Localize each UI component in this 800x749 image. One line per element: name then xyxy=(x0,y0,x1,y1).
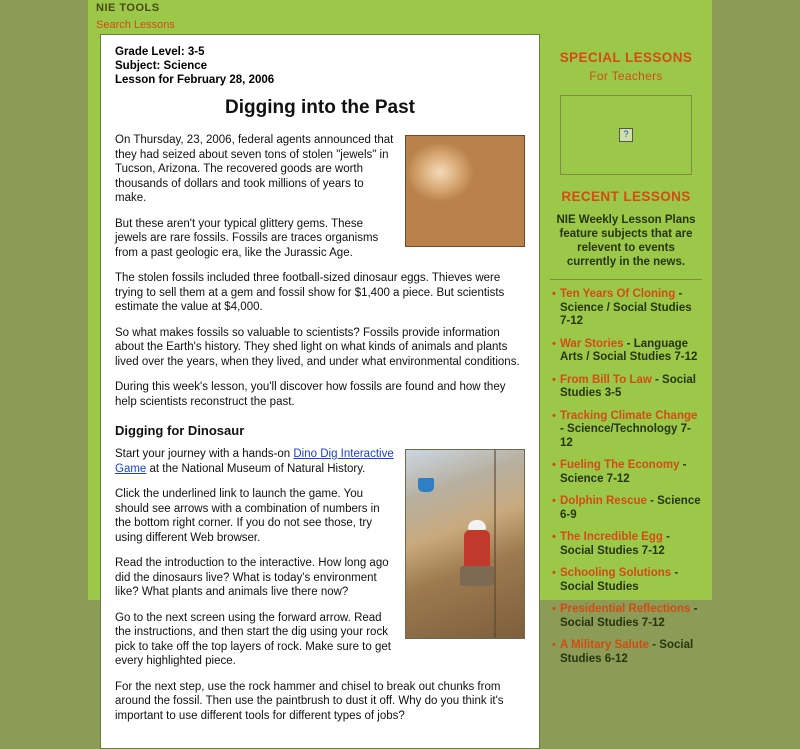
lesson-link[interactable]: Ten Years Of Cloning xyxy=(560,288,676,300)
page-container xyxy=(88,0,712,722)
lesson-subject: Science / Social Studies 7-12 xyxy=(560,301,692,327)
link-lead-text: Start your journey with a hands-on xyxy=(115,448,294,460)
list-item[interactable]: • Fueling The Economy - Science 7-12 xyxy=(552,459,702,486)
list-item[interactable]: • War Stories - Language Arts / Social Studies 7-12 xyxy=(552,338,702,365)
article-paragraph: So what makes fossils so valuable to scientists? Fossils provide information about the Earth's history. They shed light on what kinds of animals and plants lived over the years, when they lived, and under what environmental conditions. xyxy=(115,326,520,368)
article-paragraph: For the next step, use the rock hammer and chisel to break out chunks from around the fossil. Then use the paintbrush to dust it off. Why do you think it's important to use different tools for different types of jobs? xyxy=(115,680,504,722)
section-subheading: Digging for Dinosaur xyxy=(115,423,245,438)
lesson-subject: Science 7-12 xyxy=(560,472,630,485)
recent-lessons-list xyxy=(550,288,702,666)
lesson-subject: Science/Technology 7-12 xyxy=(560,423,691,449)
article-paragraph: But these aren't your typical glittery gems. These jewels are rare fossils. Fossils are traces organisms from a past geologic era, like the Jurassic Age. xyxy=(115,217,379,259)
subject: Subject: Science xyxy=(115,60,208,72)
advertisement-box[interactable] xyxy=(560,95,692,175)
paleontologist-digging-photo xyxy=(405,449,525,639)
lesson-link[interactable]: Schooling Solutions xyxy=(560,567,672,579)
grade-level: Grade Level: 3-5 xyxy=(115,46,205,58)
lesson-link[interactable]: Fueling The Economy xyxy=(560,459,680,471)
lesson-link[interactable]: From Bill To Law xyxy=(560,373,652,386)
lesson-subject: Social Studies 3-5 xyxy=(560,373,696,399)
dino-dig-game-link[interactable]: Dino Dig Interactive Game xyxy=(115,448,394,475)
site-header xyxy=(88,0,712,34)
list-item[interactable]: • The Incredible Egg - Social Studies 7-12 xyxy=(552,531,702,558)
list-item[interactable]: • Presidential Reflections - Social Studies 7-12 xyxy=(552,603,702,630)
lesson-subject: Language Arts / Social Studies 7-12 xyxy=(560,337,698,363)
list-item[interactable]: • Dolphin Rescue - Science 6-9 xyxy=(552,495,702,522)
site-title: NIE TOOLS xyxy=(96,2,160,14)
lesson-meta xyxy=(115,45,525,87)
special-lessons-title: SPECIAL LESSONS xyxy=(559,50,693,65)
bucket-shape xyxy=(418,478,434,492)
article-paragraph: During this week's lesson, you'll discover how fossils are found and how they help scientists reconstruct the past. xyxy=(115,381,506,408)
page-title: Digging into the Past xyxy=(225,97,415,118)
link-trail-text: at the National Museum of Natural History. xyxy=(146,462,366,475)
lesson-link[interactable]: Dolphin Rescue xyxy=(560,495,647,507)
fossil-dinosaur-eggs-photo xyxy=(405,135,525,247)
article-panel xyxy=(100,34,540,749)
list-item[interactable]: • Schooling Solutions - Social Studies xyxy=(552,567,702,594)
content-columns xyxy=(88,34,712,749)
sidebar xyxy=(550,34,702,675)
broken-image-icon: ? xyxy=(619,128,633,142)
lesson-subject: Science 6-9 xyxy=(560,495,701,521)
list-item[interactable]: • A Military Salute - Social Studies 6-12 xyxy=(552,639,702,666)
lesson-link[interactable]: Tracking Climate Change xyxy=(560,409,698,422)
article-paragraph: Click the underlined link to launch the game. You should see arrows with a combination of numbers in the bottom right corner. If you do not see those, try using different Web browser. xyxy=(115,488,380,544)
lesson-subject: Social Studies 7-12 xyxy=(560,616,665,629)
sidebar-divider xyxy=(550,279,702,280)
article-paragraph: Go to the next screen using the forward arrow. Read the instructions, and then start the dig using your rock pick to take off the top layers of rock. Make sure to get every highlighted piece. xyxy=(115,611,391,667)
search-lessons-link[interactable]: Search Lessons xyxy=(96,19,175,31)
special-lessons-subtitle: For Teachers xyxy=(589,69,663,83)
lesson-link[interactable]: War Stories xyxy=(560,337,624,350)
article-paragraph: The stolen fossils included three football-sized dinosaur eggs. Thieves were trying to sell them at a gem and fossil show for $1,400 a piece. But scientists estimate the value at $4,000. xyxy=(115,272,505,313)
lesson-link[interactable]: The Incredible Egg xyxy=(560,531,663,543)
recent-lessons-title: RECENT LESSONS xyxy=(561,189,691,204)
lesson-link[interactable]: A Military Salute xyxy=(560,639,650,651)
list-item[interactable]: • Tracking Climate Change - Science/Technology 7-12 xyxy=(552,410,702,451)
list-item[interactable]: • From Bill To Law - Social Studies 3-5 xyxy=(552,374,702,401)
list-item[interactable]: • Ten Years Of Cloning - Science / Social Studies 7-12 xyxy=(552,288,702,329)
sidebar-blurb: NIE Weekly Lesson Plans feature subjects that are relevent to events currently in the news. xyxy=(556,214,696,268)
lesson-subject: Social Studies 7-12 xyxy=(560,544,665,557)
lesson-subject: Social Studies xyxy=(560,580,639,593)
lesson-link[interactable]: Presidential Reflections xyxy=(560,603,691,615)
article-paragraph: Read the introduction to the interactive. How long ago did the dinosaurs live? What is today's environment like? What plants and animals live there now? xyxy=(115,557,389,598)
lesson-subject: Social Studies 6-12 xyxy=(560,639,694,665)
article-paragraph: On Thursday, 23, 2006, federal agents announced that they had seized about seven tons of stolen "jewels" in Tucson, Arizona. The recovered goods are worth thousands of dollars and took millions of years to make. xyxy=(115,134,394,204)
lesson-date: Lesson for February 28, 2006 xyxy=(115,74,275,86)
